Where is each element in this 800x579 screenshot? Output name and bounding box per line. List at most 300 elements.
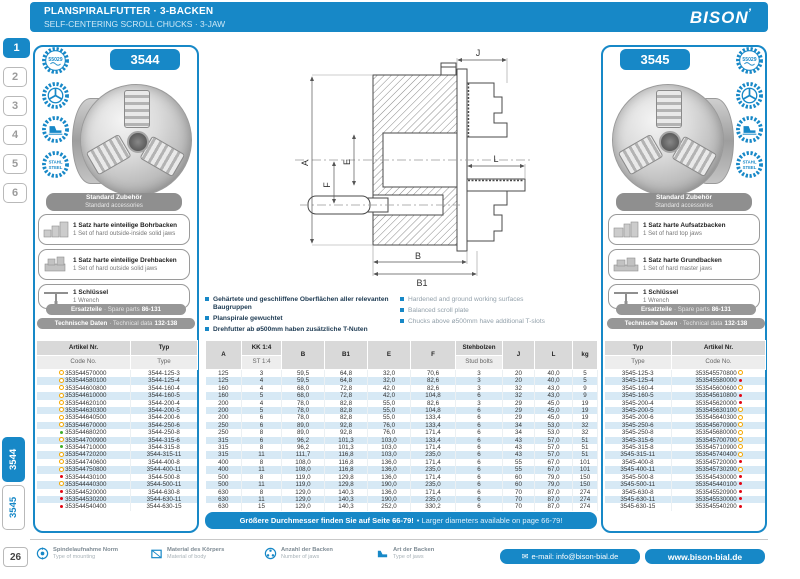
- dim-a-cell: 315: [206, 437, 242, 444]
- dim-l-cell: 45,0: [535, 407, 573, 414]
- dim-e-cell: 136,0: [368, 489, 411, 496]
- availability-dot: [739, 475, 742, 478]
- table-row: [605, 414, 766, 421]
- type-cell: 3545-200-5: [605, 407, 672, 414]
- table-row: [605, 459, 766, 466]
- dim-f-cell: 70,6: [411, 370, 456, 378]
- stud-bolts-cell: 6: [456, 422, 503, 429]
- table-3545: [604, 340, 766, 511]
- type-cell: 3544-315-8: [131, 444, 198, 451]
- legend-jaw-count: Anzahl der Backen Number of jaws: [264, 547, 333, 560]
- stahl-steel-badge-icon: [41, 150, 70, 179]
- stud-bolts-cell: 6: [456, 429, 503, 436]
- dim-b1-cell: 101,3: [325, 437, 368, 444]
- taper-cell: 8: [242, 489, 282, 496]
- dim-a-cell: 250: [206, 422, 242, 429]
- code-cell: 353544710000: [37, 444, 131, 451]
- availability-dot: [60, 468, 63, 471]
- sidebar-tab-1[interactable]: 1: [3, 38, 30, 58]
- dim-j-cell: 34: [503, 422, 535, 429]
- legend-jaw-type: Art der Backen Type of jaws: [376, 547, 434, 560]
- svg-text:55029: 55029: [48, 56, 63, 63]
- col-artikel: Artikel Nr.: [672, 341, 766, 356]
- availability-dot: [60, 416, 63, 419]
- table-row: [37, 422, 198, 429]
- availability-dot: [60, 401, 63, 404]
- availability-dot: [60, 408, 63, 411]
- type-cell: 3545-250-6: [605, 422, 672, 429]
- availability-dot: [739, 438, 742, 441]
- table-row: [605, 466, 766, 473]
- col-typ: Typ: [605, 341, 672, 356]
- table-row: [206, 451, 598, 458]
- type-cell: 3544-315-6: [131, 437, 198, 444]
- svg-text:STAHL: STAHL: [48, 159, 63, 165]
- code-cell: 353545670900: [672, 422, 766, 429]
- dim-l-cell: 67,0: [535, 466, 573, 473]
- dim-l-cell: 79,0: [535, 474, 573, 481]
- weight-cell: 32: [573, 422, 598, 429]
- table-row: [37, 459, 198, 466]
- table-row: [605, 422, 766, 429]
- sidebar-tab-5[interactable]: 5: [3, 154, 27, 174]
- type-cell: 3544-630-8: [131, 489, 198, 496]
- dim-b1-cell: 64,8: [325, 370, 368, 378]
- dim-f-cell: 104,8: [411, 392, 456, 399]
- dim-j-cell: 55: [503, 459, 535, 466]
- technical-drawing: [200, 33, 600, 291]
- dim-a-cell: 315: [206, 451, 242, 458]
- table-row: [206, 370, 598, 378]
- weight-cell: 9: [573, 392, 598, 399]
- technical-data-link[interactable]: Technische Daten · Technical data 132-138: [37, 318, 195, 329]
- bullet-icon: [205, 316, 209, 320]
- dim-l-cell: 57,0: [535, 437, 573, 444]
- table-row: [37, 377, 198, 384]
- dim-j-cell: 34: [503, 429, 535, 436]
- sidebar-tab-2[interactable]: 2: [3, 67, 27, 87]
- col-code: Code No.: [37, 356, 131, 370]
- table-row: [605, 496, 766, 503]
- technical-data-link[interactable]: Technische Daten · Technical data 132-138: [607, 318, 765, 329]
- type-cell: 3544-630-15: [131, 503, 198, 510]
- col-artikel: Artikel Nr.: [37, 341, 131, 356]
- dim-e-cell: 55,0: [368, 400, 411, 407]
- stud-bolts-cell: 6: [456, 459, 503, 466]
- dim-b1-cell: 116,8: [325, 466, 368, 473]
- turning-jaws-icon: [43, 256, 69, 274]
- code-cell: 353545570800: [672, 370, 766, 378]
- availability-dot: [60, 423, 63, 426]
- table-row: [206, 474, 598, 481]
- dim-a-cell: 200: [206, 414, 242, 421]
- dim-e-cell: 55,0: [368, 407, 411, 414]
- dim-j-cell: 60: [503, 474, 535, 481]
- code-cell: 353544610000: [37, 392, 131, 399]
- product-tab-3544[interactable]: 3544: [2, 437, 25, 482]
- taper-cell: 6: [242, 437, 282, 444]
- type-cell: 3545-315-11: [605, 451, 672, 458]
- legend-mounting: Spindelaufnahme Norm Type of mounting: [36, 547, 118, 560]
- table-row: [605, 377, 766, 384]
- dim-b-cell: 111,7: [282, 451, 325, 458]
- type-cell: 3544-160-4: [131, 385, 198, 392]
- code-cell: 353544740600: [37, 459, 131, 466]
- type-cell: 3545-160-5: [605, 392, 672, 399]
- code-cell: 353544440300: [37, 481, 131, 488]
- table-row: [37, 400, 198, 407]
- table-row: [37, 429, 198, 436]
- weight-cell: 101: [573, 459, 598, 466]
- code-cell: 353545530000: [672, 496, 766, 503]
- table-row: [206, 503, 598, 510]
- dim-e-cell: 103,0: [368, 451, 411, 458]
- taper-cell: 15: [242, 503, 282, 510]
- table-row: [37, 481, 198, 488]
- table-row: [206, 489, 598, 496]
- table-row: [605, 451, 766, 458]
- dim-f-cell: 82,6: [411, 377, 456, 384]
- dim-l-cell: 53,0: [535, 429, 573, 436]
- code-cell: 353545440100: [672, 481, 766, 488]
- drill-jaws-icon: [43, 221, 69, 239]
- dim-b1-cell: 92,8: [325, 422, 368, 429]
- feature-item: Hardened and ground working surfaces: [400, 296, 590, 304]
- table-row: [605, 489, 766, 496]
- dim-a-cell: 630: [206, 489, 242, 496]
- dim-a-cell: 400: [206, 459, 242, 466]
- type-cell: 3545-400-11: [605, 466, 672, 473]
- table-row: [206, 481, 598, 488]
- larger-diameters-banner[interactable]: Größere Durchmesser finden Sie auf Seite 66-79! • Larger diameters available on page 66-79!: [205, 512, 597, 529]
- dim-e-cell: 32,0: [368, 377, 411, 384]
- code-cell: 353545520900: [672, 489, 766, 496]
- dim-e-cell: 190,0: [368, 496, 411, 503]
- sidebar-tab-4[interactable]: 4: [3, 125, 27, 145]
- col-kk: KK 1:4: [242, 341, 282, 356]
- dim-label-j: J: [475, 48, 481, 58]
- dim-j-cell: 32: [503, 385, 535, 392]
- stud-bolts-cell: 6: [456, 451, 503, 458]
- email-link[interactable]: ✉ e-mail: info@bison-bial.de: [500, 549, 640, 564]
- taper-cell: 6: [242, 414, 282, 421]
- dim-j-cell: 20: [503, 370, 535, 378]
- type-cell: 3545-630-15: [605, 503, 672, 510]
- type-cell: 3545-500-11: [605, 481, 672, 488]
- code-cell: 353545630100: [672, 407, 766, 414]
- stud-bolts-cell: 6: [456, 489, 503, 496]
- availability-dot: [60, 431, 63, 434]
- dim-f-cell: 82,6: [411, 385, 456, 392]
- accessory-item: 1 Satz harte einteilige Drehbacken 1 Set of hard outside solid jaws: [38, 249, 190, 280]
- availability-dot: [739, 386, 742, 389]
- bullet-icon: [205, 297, 209, 301]
- dim-e-cell: 252,0: [368, 503, 411, 510]
- table-row: [206, 385, 598, 392]
- dim-b-cell: 119,0: [282, 481, 325, 488]
- type-cell: 3545-500-8: [605, 474, 672, 481]
- code-cell: 353544720200: [37, 451, 131, 458]
- stud-bolts-cell: 6: [456, 437, 503, 444]
- availability-dot: [60, 379, 63, 382]
- col-f: F: [411, 341, 456, 370]
- dim-a-cell: 125: [206, 377, 242, 384]
- code-cell: 353544670000: [37, 422, 131, 429]
- dim-l-cell: 57,0: [535, 444, 573, 451]
- jaw-profile-badge-icon: [41, 115, 70, 144]
- availability-dot: [739, 408, 742, 411]
- din-55029-badge-icon: [41, 46, 70, 75]
- table-3544: [36, 340, 198, 511]
- weight-cell: 19: [573, 400, 598, 407]
- dim-l-cell: 53,0: [535, 422, 573, 429]
- type-cell: 3545-630-11: [605, 496, 672, 503]
- code-cell: 353544750800: [37, 466, 131, 473]
- availability-dot: [739, 371, 742, 374]
- dim-a-cell: 125: [206, 370, 242, 378]
- sidebar-tab-6[interactable]: 6: [3, 183, 27, 203]
- availability-dot: [60, 490, 63, 493]
- dim-b1-cell: 129,8: [325, 481, 368, 488]
- table-row: [37, 370, 198, 378]
- stud-bolts-cell: 6: [456, 414, 503, 421]
- dim-f-cell: 235,0: [411, 466, 456, 473]
- dim-b-cell: 68,0: [282, 385, 325, 392]
- dim-b1-cell: 64,8: [325, 377, 368, 384]
- weight-cell: 5: [573, 370, 598, 378]
- code-cell: 353545640300: [672, 414, 766, 421]
- availability-dot: [739, 497, 742, 500]
- type-cell: 3544-200-6: [131, 414, 198, 421]
- dim-a-cell: 160: [206, 385, 242, 392]
- dim-j-cell: 43: [503, 451, 535, 458]
- dim-l-cell: 87,0: [535, 496, 573, 503]
- code-cell: 353544620100: [37, 400, 131, 407]
- col-st: ST 1:4: [242, 356, 282, 370]
- dim-j-cell: 70: [503, 503, 535, 510]
- bison-logo: BISON’: [689, 6, 752, 27]
- type-cell: 3544-200-4: [131, 400, 198, 407]
- table-row: [37, 451, 198, 458]
- stud-bolts-cell: 6: [456, 496, 503, 503]
- stud-bolts-cell: 6: [456, 407, 503, 414]
- code-cell: 353544640500: [37, 414, 131, 421]
- dim-b-cell: 78,0: [282, 400, 325, 407]
- dim-l-cell: 40,0: [535, 370, 573, 378]
- dim-b-cell: 68,0: [282, 392, 325, 399]
- dim-b1-cell: 116,8: [325, 459, 368, 466]
- code-cell: 353544630300: [37, 407, 131, 414]
- page-title: PLANSPIRALFUTTER · 3-BACKEN: [44, 6, 214, 17]
- availability-dot: [739, 482, 742, 485]
- dim-b1-cell: 140,3: [325, 503, 368, 510]
- table-row: [206, 407, 598, 414]
- code-cell: 353545600600: [672, 385, 766, 392]
- bullet-icon: [400, 297, 404, 301]
- table-row: [37, 437, 198, 444]
- availability-dot: [60, 453, 63, 456]
- code-cell: 353544580100: [37, 377, 131, 384]
- spare-parts-link[interactable]: Ersatzteile · Spare parts 86-131: [616, 304, 756, 315]
- table-row: [206, 400, 598, 407]
- table-row: [206, 429, 598, 436]
- dim-e-cell: 136,0: [368, 466, 411, 473]
- weight-cell: 19: [573, 414, 598, 421]
- spare-parts-link[interactable]: Ersatzteile · Spare parts 86-131: [46, 304, 186, 315]
- dim-label-b: B: [414, 251, 422, 261]
- taper-cell: 5: [242, 407, 282, 414]
- table-row: [37, 466, 198, 473]
- type-cell: 3544-200-5: [131, 407, 198, 414]
- stud-bolts-cell: 6: [456, 392, 503, 399]
- col-e: E: [368, 341, 411, 370]
- weight-cell: 51: [573, 444, 598, 451]
- dim-f-cell: 171,4: [411, 444, 456, 451]
- table-row: [37, 392, 198, 399]
- website-link[interactable]: www.bison-bial.de: [645, 549, 765, 564]
- dim-a-cell: 315: [206, 444, 242, 451]
- dim-j-cell: 29: [503, 414, 535, 421]
- dim-f-cell: 171,4: [411, 429, 456, 436]
- dim-b1-cell: 82,8: [325, 407, 368, 414]
- type-cell: 3544-250-8: [131, 429, 198, 436]
- weight-cell: 51: [573, 437, 598, 444]
- feature-item: Drehfutter ab ø500mm haben zusätzliche T-Nuten: [205, 326, 400, 334]
- dim-j-cell: 20: [503, 377, 535, 384]
- dim-l-cell: 45,0: [535, 400, 573, 407]
- mail-icon: ✉: [521, 552, 529, 561]
- dim-l-cell: 45,0: [535, 414, 573, 421]
- feature-item: Chucks above ø500mm have additional T-slots: [400, 318, 590, 326]
- dim-b-cell: 96,2: [282, 437, 325, 444]
- type-cell: 3545-200-6: [605, 414, 672, 421]
- product-photo-3545: [612, 84, 724, 196]
- model-badge-3544: 3544: [110, 49, 180, 70]
- type-cell: 3545-160-4: [605, 385, 672, 392]
- type-cell: 3544-500-11: [131, 481, 198, 488]
- dim-f-cell: 82,6: [411, 400, 456, 407]
- code-cell: 353544530200: [37, 496, 131, 503]
- dim-b1-cell: 82,8: [325, 414, 368, 421]
- taper-cell: 11: [242, 451, 282, 458]
- type-cell: 3545-315-8: [605, 444, 672, 451]
- dim-a-cell: 500: [206, 481, 242, 488]
- dim-e-cell: 32,0: [368, 370, 411, 378]
- accessory-item: 1 Satz harte Grundbacken 1 Set of hard master jaws: [608, 249, 760, 280]
- table-row: [206, 444, 598, 451]
- col-j: J: [503, 341, 535, 370]
- din-55029-badge-icon: [735, 46, 764, 75]
- feature-item: Gehärtete und geschliffene Oberflächen aller relevanten Baugruppen: [205, 296, 400, 311]
- dim-e-cell: 103,0: [368, 444, 411, 451]
- dim-e-cell: 76,0: [368, 429, 411, 436]
- table-row: [605, 400, 766, 407]
- dim-j-cell: 70: [503, 489, 535, 496]
- dim-a-cell: 500: [206, 474, 242, 481]
- code-cell: 353544570000: [37, 370, 131, 378]
- availability-dot: [60, 371, 63, 374]
- master-jaws-icon: [613, 256, 639, 274]
- stud-bolts-cell: 6: [456, 481, 503, 488]
- sidebar-tab-3[interactable]: 3: [3, 96, 27, 116]
- type-cell: 3544-125-4: [131, 377, 198, 384]
- svg-text:STEEL: STEEL: [742, 164, 757, 170]
- availability-dot: [739, 379, 742, 382]
- features-english: [400, 296, 590, 329]
- code-cell: 353545730200: [672, 466, 766, 473]
- dim-f-cell: 171,4: [411, 489, 456, 496]
- dim-b-cell: 78,0: [282, 414, 325, 421]
- dim-f-cell: 133,4: [411, 437, 456, 444]
- table-row: [605, 444, 766, 451]
- table-row: [37, 385, 198, 392]
- dim-a-cell: 160: [206, 392, 242, 399]
- type-cell: 3544-125-3: [131, 370, 198, 378]
- dim-f-cell: 171,4: [411, 474, 456, 481]
- dim-l-cell: 43,0: [535, 392, 573, 399]
- dim-label-l: L: [493, 154, 499, 164]
- type-cell: 3545-125-4: [605, 377, 672, 384]
- dim-b-cell: 96,2: [282, 444, 325, 451]
- code-cell: 353544520000: [37, 489, 131, 496]
- code-cell: 353544540400: [37, 503, 131, 510]
- dim-f-cell: 330,2: [411, 503, 456, 510]
- col-a: A: [206, 341, 242, 370]
- type-cell: 3545-200-4: [605, 400, 672, 407]
- code-cell: 353545680000: [672, 429, 766, 436]
- stud-bolts-cell: 6: [456, 466, 503, 473]
- product-photo-3544: [80, 84, 192, 196]
- availability-dot: [60, 438, 63, 441]
- weight-cell: 101: [573, 466, 598, 473]
- taper-cell: 8: [242, 429, 282, 436]
- dim-j-cell: 60: [503, 481, 535, 488]
- table-row: [206, 466, 598, 473]
- dim-b-cell: 129,0: [282, 496, 325, 503]
- dim-b-cell: 78,0: [282, 407, 325, 414]
- product-tab-3545[interactable]: 3545: [2, 485, 25, 530]
- code-cell: 353545620000: [672, 400, 766, 407]
- code-cell: 353545720000: [672, 459, 766, 466]
- dim-f-cell: 133,4: [411, 422, 456, 429]
- taper-cell: 11: [242, 466, 282, 473]
- col-kg: kg: [573, 341, 598, 370]
- availability-dot: [739, 401, 742, 404]
- dim-f-cell: 235,0: [411, 451, 456, 458]
- type-cell: 3544-400-8: [131, 459, 198, 466]
- dim-e-cell: 55,0: [368, 414, 411, 421]
- page-header: [30, 2, 768, 32]
- col-type: Type: [605, 356, 672, 370]
- dim-b-cell: 89,0: [282, 422, 325, 429]
- table-row: [605, 503, 766, 510]
- dim-label-f: F: [322, 182, 332, 188]
- availability-dot: [739, 505, 742, 508]
- dim-label-e: E: [342, 158, 352, 166]
- dim-b1-cell: 129,8: [325, 474, 368, 481]
- dim-e-cell: 136,0: [368, 474, 411, 481]
- svg-text:55029: 55029: [742, 56, 757, 63]
- three-jaw-badge-icon: [735, 81, 764, 110]
- dim-a-cell: 630: [206, 496, 242, 503]
- body-material-icon: [150, 547, 163, 560]
- code-cell: 353544700900: [37, 437, 131, 444]
- dim-label-a: A: [300, 159, 310, 167]
- code-cell: 353544430100: [37, 474, 131, 481]
- dim-b1-cell: 101,3: [325, 444, 368, 451]
- code-cell: 353544600800: [37, 385, 131, 392]
- svg-text:STAHL: STAHL: [742, 159, 757, 165]
